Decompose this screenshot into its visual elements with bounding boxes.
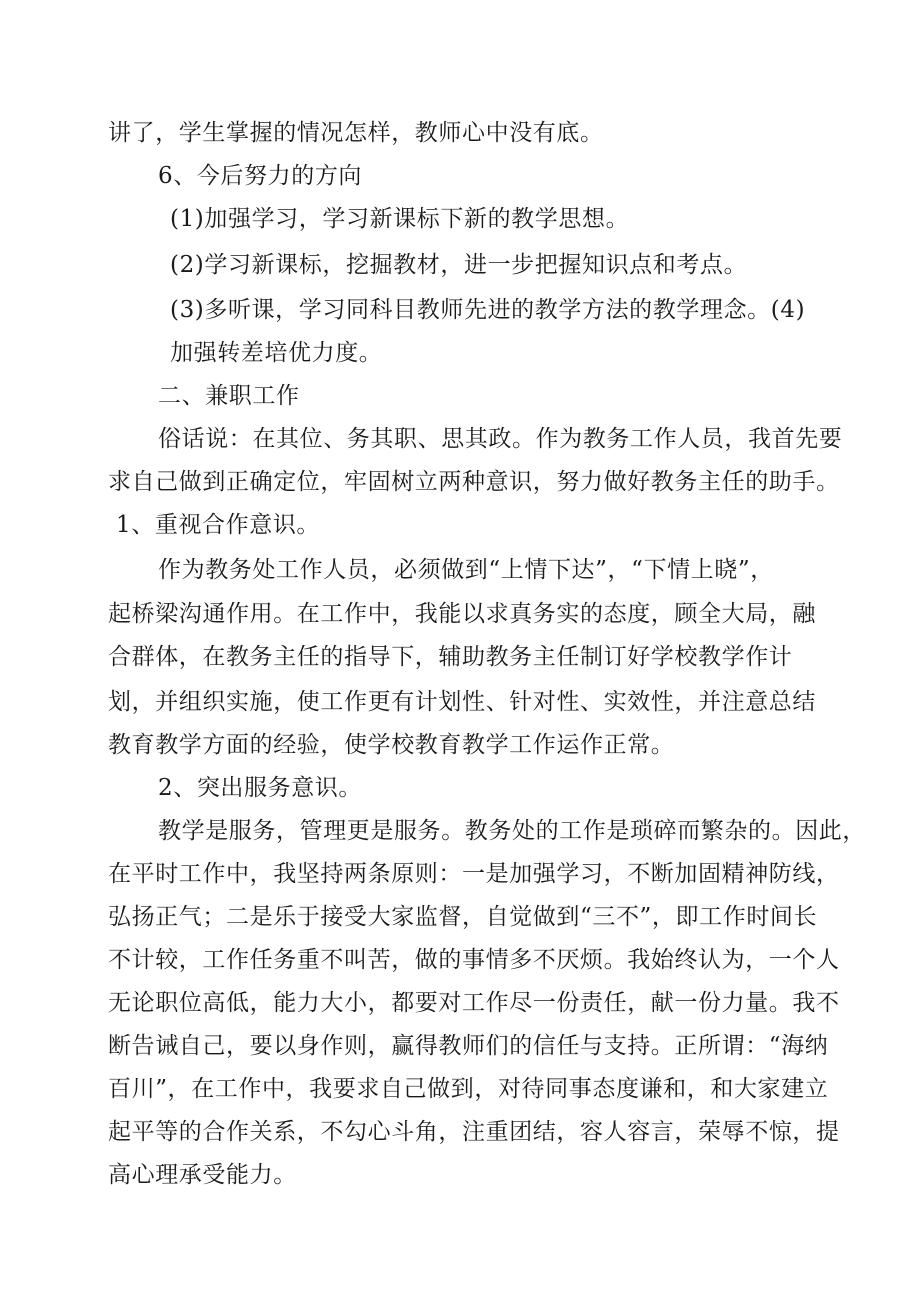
text-line-21: 无论职位高低，能力大小，都要对工作尽一份责任，献一份力量。我不 — [108, 990, 840, 1016]
list-item-1: (1)加强学习，学习新课标下新的教学思想。 — [170, 206, 630, 232]
text-line-14: 划，并组织实施，使工作更有计划性、针对性、实效性，并注意总结 — [108, 689, 816, 715]
text-line-17: 教学是服务，管理更是服务。教务处的工作是琐碎而繁杂的。因此， — [158, 818, 866, 844]
text-line-19: 弘扬正气；二是乐于接受大家监督，自觉做到“三不”，即工作时间长 — [108, 904, 818, 930]
text-line-8: 俗话说：在其位、务其职、思其政。作为教务工作人员，我首先要 — [158, 426, 843, 452]
subheading-cooperation: 1、重视合作意识。 — [116, 512, 321, 538]
section-heading-part-time-work: 二、兼职工作 — [158, 383, 300, 409]
text-line-11: 作为教务处工作人员，必须做到“上情下达”，“下情上晓”， — [158, 557, 774, 583]
text-line-23: 百川”，在工作中，我要求自己做到，对待同事态度谦和，和大家建立 — [108, 1076, 829, 1102]
heading-future-direction: 6、今后努力的方向 — [158, 163, 363, 189]
list-item-2: (2)学习新课标，挖掘教材，进一步把握知识点和考点。 — [170, 252, 748, 278]
text-line-20: 不计较，工作任务重不叫苦，做的事情多不厌烦。我始终认为，一个人 — [108, 947, 840, 973]
list-item-4: 加强转差培优力度。 — [170, 340, 383, 366]
text-line-1: 讲了，学生掌握的情况怎样，教师心中没有底。 — [108, 120, 604, 146]
text-line-13: 合群体，在教务主任的指导下，辅助教务主任制订好学校教学作计 — [108, 644, 793, 670]
list-item-3: (3)多听课，学习同科目教师先进的教学方法的教学理念。(4) — [170, 297, 806, 323]
text-line-24: 起平等的合作关系，不勾心斗角，注重团结，容人容言，荣辱不惊，提 — [108, 1119, 840, 1145]
subheading-service: 2、突出服务意识。 — [158, 775, 363, 801]
text-line-22: 断告诫自己，要以身作则，赢得教师们的信任与支持。正所谓：“海纳 — [108, 1033, 829, 1059]
text-line-9: 求自己做到正确定位，牢固树立两种意识，努力做好教务主任的助手。 — [108, 469, 840, 495]
text-line-12: 起桥梁沟通作用。在工作中，我能以求真务实的态度，顾全大局，融 — [108, 601, 816, 627]
text-line-18: 在平时工作中，我坚持两条原则：一是加强学习，不断加固精神防线， — [108, 861, 840, 887]
text-line-25: 高心理承受能力。 — [108, 1162, 297, 1188]
text-line-15: 教育教学方面的经验，使学校教育教学工作运作正常。 — [108, 732, 675, 758]
